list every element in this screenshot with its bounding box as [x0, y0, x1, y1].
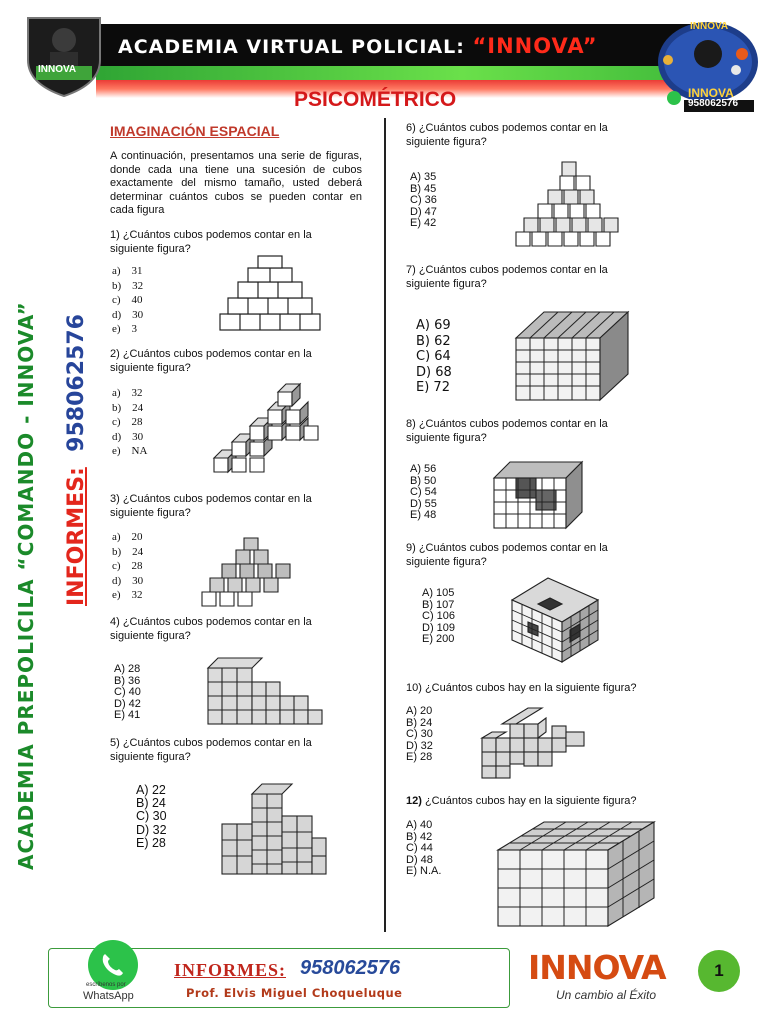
- sidebar-academy-name: ACADEMIA PREPOLICILA “COMANDO - INNOVA”: [14, 301, 38, 870]
- options-1: a) 31 b) 32 c) 40 d) 30 e) 3: [112, 265, 144, 335]
- figure-10-cube-arrangement: [478, 698, 588, 782]
- header-green-stripe: [96, 66, 706, 80]
- question-8: 8) ¿Cuántos cubos podemos contar en la siguiente figura?: [406, 418, 608, 444]
- options-12: A) 40 B) 42 C) 44 D) 48 E) N.A.: [406, 819, 442, 877]
- header-title: ACADEMIA VIRTUAL POLICIAL: “INNOVA”: [118, 34, 598, 58]
- question-12-number: 12): [406, 795, 422, 807]
- footer-brand-logo: INNOVA: [528, 948, 666, 987]
- options-5: A) 22 B) 24 C) 30 D) 32 E) 28: [136, 783, 167, 850]
- figure-1-cube-pyramid: [216, 254, 324, 332]
- figure-12-cube-block: [494, 818, 658, 928]
- page-number: 1: [714, 961, 724, 980]
- options-9: A) 105 B) 107 C) 106 D) 109 E) 200: [422, 587, 456, 645]
- figure-5-cube-tower: [218, 780, 328, 876]
- figure-3-cube-pyramid: [196, 536, 308, 610]
- question-7: 7) ¿Cuántos cubos podemos contar en la siguiente figura?: [406, 264, 608, 290]
- options-7: A) 69 B) 62 C) 64 D) 68 E) 72: [416, 318, 452, 395]
- sidebar-informes: [64, 314, 89, 606]
- sidebar-informes-label: INFORMES:: [64, 467, 89, 606]
- whatsapp-small-text: escríbenos por: [86, 982, 126, 988]
- figure-8-cube-block: [490, 458, 586, 530]
- figure-6-cube-staircase: [512, 160, 624, 252]
- figure-2-cube-staircase: [210, 380, 326, 476]
- footer-slogan: Un cambio al Éxito: [556, 988, 657, 1002]
- academy-shield-logo: [22, 14, 106, 98]
- left-logo-text: INNOVA: [38, 64, 77, 75]
- whatsapp-label: WhatsApp: [83, 990, 134, 1002]
- sidebar-informes-phone: 958062576: [64, 314, 89, 452]
- options-2: a) 32 b) 24 c) 28 d) 30 e) NA: [112, 387, 148, 457]
- options-8: A) 56 B) 50 C) 54 D) 55 E) 48: [410, 463, 437, 521]
- footer-professor: Prof. Elvis Miguel Choqueluque: [186, 986, 403, 1000]
- intro-paragraph: A continuación, presentamos una serie de figuras, donde cada una tiene una sucesión de cubos exactamente del mismo tamaño, usted deberá determinar cuántos cubos se pueden contar en cada figura: [110, 150, 362, 216]
- options-4: A) 28 B) 36 C) 40 D) 42 E) 41: [114, 663, 141, 721]
- options-3: a) 20 b) 24 c) 28 d) 30 e) 32: [112, 531, 144, 601]
- question-1: 1) ¿Cuántos cubos podemos contar en la siguiente figura?: [110, 229, 312, 255]
- right-logo-phone: 958062576: [688, 98, 739, 109]
- figure-7-cube-grid: [512, 308, 630, 404]
- subject-title: PSICOMÉTRICO: [294, 88, 457, 111]
- footer-informes-label: INFORMES:: [174, 960, 286, 980]
- question-5: 5) ¿Cuántos cubos podemos contar en la siguiente figura?: [110, 737, 312, 763]
- options-10: A) 20 B) 24 C) 30 D) 32 E) 28: [406, 705, 433, 763]
- header-brand: “INNOVA”: [472, 34, 598, 58]
- right-logo-brand: INNOVA: [688, 86, 734, 100]
- question-3: 3) ¿Cuántos cubos podemos contar en la siguiente figura?: [110, 493, 312, 519]
- right-logo-brand-top: INNOVA: [690, 21, 729, 32]
- question-10: 10) ¿Cuántos cubos hay en la siguiente figura?: [406, 682, 637, 694]
- figure-4-cube-block: [204, 654, 324, 726]
- question-9: 9) ¿Cuántos cubos podemos contar en la siguiente figura?: [406, 542, 608, 568]
- options-6: A) 35 B) 45 C) 36 D) 47 E) 42: [410, 171, 437, 229]
- question-12: 12) ¿Cuántos cubos hay en la siguiente figura?: [406, 795, 637, 807]
- footer-phone: 958062576: [300, 957, 401, 979]
- question-6: 6) ¿Cuántos cubos podemos contar en la siguiente figura?: [406, 122, 608, 148]
- figure-9-cube-block: [508, 574, 602, 664]
- column-divider: [384, 118, 386, 932]
- question-4: 4) ¿Cuántos cubos podemos contar en la siguiente figura?: [110, 616, 312, 642]
- section-title: IMAGINACIÓN ESPACIAL: [110, 123, 280, 139]
- question-2: 2) ¿Cuántos cubos podemos contar en la siguiente figura?: [110, 348, 312, 374]
